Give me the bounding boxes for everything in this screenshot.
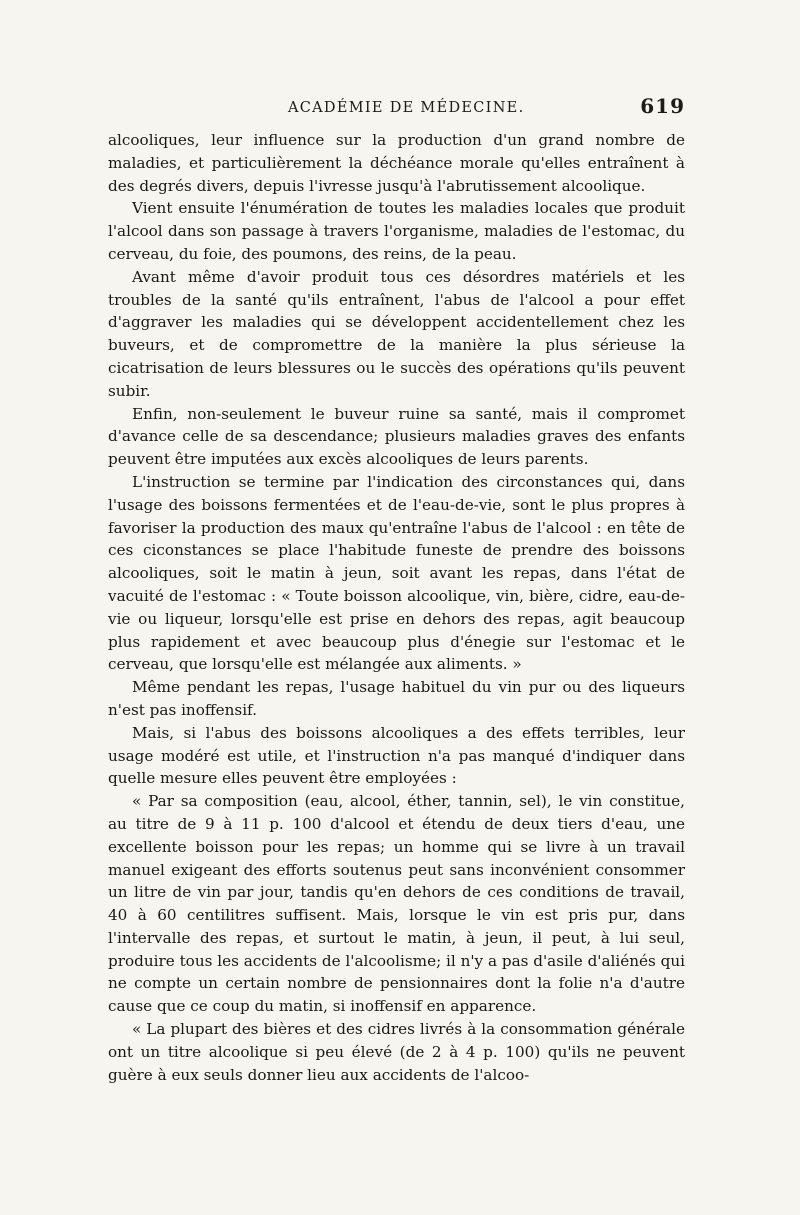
quoted-paragraph: « Par sa composition (eau, alcool, éther, tannin, sel), le vin constitue, au titre de 9 à 11 p. 100 d'alcool et étendu de deux tiers d'eau, une excellente boisson pour les repas; un homme qui se livre à un travail manuel exigeant des efforts soutenus peut sans inconvénient consommer un litre de vin par jour, tandis qu'en dehors de ces conditions de travail, 40 à 60 centilitres suffisent. Mais, lorsque le vin est pris pur, dans l'intervalle des repas, et surtout le matin, à jeun, il peut, à lui seul, produire tous les accidents de l'alcoolisme; il n'y a pas d'asile d'aliénés qui ne compte un certain nombre de pensionnaires dont la folie n'a d'autre cause que ce coup du matin, si inoffensif en apparence. [108,792,685,1016]
paragraph: Même pendant les repas, l'usage habituel du vin pur ou des liqueurs n'est pas inoffensif. [108,678,685,719]
paragraph: Enfin, non-seulement le buveur ruine sa santé, mais il compromet d'avance celle de sa descendance; plusieurs maladies graves des enfants peuvent être imputées aux excès alcooliques de leurs parents. [108,404,685,469]
page-number: 619 [640,94,685,118]
running-title: ACADÉMIE DE MÉDECINE. [288,100,525,116]
paragraph: Avant même d'avoir produit tous ces désordres matériels et les troubles de la santé qu'ils entraînent, l'abus de l'alcool a pour effet d'aggraver les maladies qui se développent accidentellement chez les buveurs, et de compromettre de la manière la plus sérieuse la cicatrisation de leurs blessures ou le succès des opérations qu'ils peuvent subir. [108,267,685,400]
page-header [108,94,685,124]
paragraph: Mais, si l'abus des boissons alcooliques a des effets terribles, leur usage modéré est utile, et l'instruction n'a pas manqué d'indiquer dans quelle mesure elles peuvent être employées : [108,723,685,788]
paragraph-continued: alcooliques, leur influence sur la production d'un grand nombre de maladies, et particulièrement la déchéance morale qu'elles entraînent à des degrés divers, depuis l'ivresse jusqu'à l'abrutissement alcoolique. [108,131,685,195]
body-text [108,129,685,1086]
paragraph: Vient ensuite l'énumération de toutes les maladies locales que produit l'alcool dans son passage à travers l'organisme, maladies de l'estomac, du cerveau, du foie, des poumons, des reins, de la peau. [108,199,685,263]
paragraph: L'instruction se termine par l'indication des circonstances qui, dans l'usage des boissons fermentées et de l'eau-de-vie, sont le plus propres à favoriser la production des maux qu'entraîne l'abus de l'alcool : en tête de ces ciconstances se place l'habitude funeste de prendre des boissons alcooliques, soit le matin à jeun, soit avant les repas, dans l'état de vacuité de l'estomac : « Toute boisson alcoolique, vin, bière, cidre, eau-de-vie ou liqueur, lorsqu'elle est prise en dehors des repas, agit beaucoup plus rapidement et avec beaucoup plus d'énegie sur l'estomac et le cerveau, que lorsqu'elle est mélangée aux aliments. » [108,472,685,674]
quoted-paragraph: « La plupart des bières et des cidres livrés à la consommation générale ont un titre alcoolique si peu élevé (de 2 à 4 p. 100) qu'ils ne peuvent guère à eux seuls donner lieu aux accidents de l'alcoo- [108,1020,685,1084]
